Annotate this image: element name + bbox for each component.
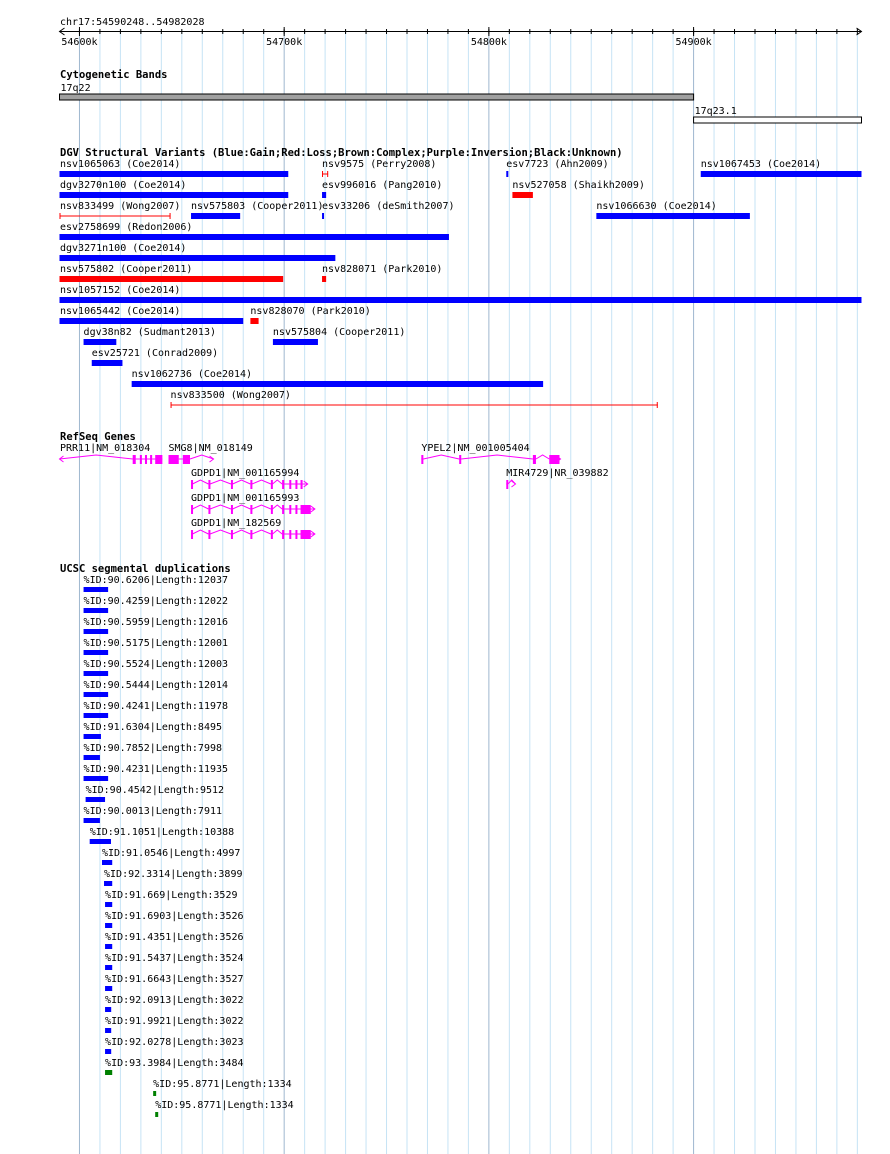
exon-block <box>231 505 233 514</box>
intron-line <box>233 530 251 534</box>
segdup-label: %ID:90.5959|Length:12016 <box>83 617 229 628</box>
exon-block <box>155 455 162 464</box>
refseq-gene-label: GDPD1|NM_001165994 <box>191 468 300 479</box>
exon-block <box>301 505 311 514</box>
strand-arrow-icon <box>511 481 515 487</box>
dgv-variant-label: nsv9575 (Perry2008) <box>322 159 437 170</box>
dgv-variant-bar[interactable] <box>506 171 508 177</box>
intron-line <box>423 455 459 459</box>
segdup-bar[interactable] <box>105 1007 111 1012</box>
dgv-variant-bar[interactable] <box>60 297 862 303</box>
dgv-variant-bar[interactable] <box>60 234 449 240</box>
segdup-track-title: UCSC segmental duplications <box>60 563 231 575</box>
dgv-variant-label: esv996016 (Pang2010) <box>322 180 443 191</box>
refseq-gene-model[interactable] <box>191 530 315 539</box>
exon-block <box>271 505 273 514</box>
exon-block <box>289 505 291 514</box>
exon-block <box>191 505 193 514</box>
dgv-variant-label: nsv1067453 (Coe2014) <box>700 159 822 170</box>
dgv-variant-bar[interactable] <box>512 192 532 198</box>
segdup-label: %ID:92.0913|Length:3022 <box>105 995 244 1006</box>
exon-block <box>533 455 536 464</box>
segdup-label: %ID:92.0278|Length:3023 <box>105 1037 244 1048</box>
segdup-label: %ID:91.0546|Length:4997 <box>101 848 241 859</box>
dgv-variant-label: nsv1065063 (Coe2014) <box>60 159 181 170</box>
ruler-tick-label: 54900k <box>675 37 712 48</box>
exon-block <box>250 480 252 489</box>
intron-line <box>192 480 208 484</box>
intron-line <box>210 480 231 484</box>
dgv-variant-bar[interactable] <box>60 255 336 261</box>
refseq-gene-model[interactable] <box>421 455 560 464</box>
exon-block <box>140 455 142 464</box>
dgv-variant-label: nsv828071 (Park2010) <box>322 264 443 275</box>
intron-line <box>252 480 271 484</box>
exon-block <box>282 530 284 539</box>
refseq-gene-label: GDPD1|NM_182569 <box>191 518 282 529</box>
exon-block <box>208 505 210 514</box>
cytoband-track-title: Cytogenetic Bands <box>60 69 168 81</box>
segdup-bar[interactable] <box>105 902 112 907</box>
dgv-variant-bar[interactable] <box>60 171 289 177</box>
refseq-gene-model[interactable] <box>191 505 315 514</box>
segdup-label: %ID:90.4231|Length:11935 <box>83 764 229 775</box>
dgv-variant-label: nsv575804 (Cooper2011) <box>272 327 406 338</box>
segdup-bar[interactable] <box>84 776 109 781</box>
segdup-label: %ID:90.7852|Length:7998 <box>83 743 223 754</box>
dgv-variant-bar[interactable] <box>132 381 543 387</box>
intron-line <box>210 505 231 509</box>
intron-line <box>233 505 251 509</box>
dgv-variant-label: dgv38n82 (Sudmant2013) <box>83 327 217 338</box>
exon-block <box>459 455 461 464</box>
dgv-track-title: DGV Structural Variants (Blue:Gain;Red:Loss;Brown:Complex;Purple:Inversion;Black:Unknown) <box>60 147 623 159</box>
cytoband-label: 17q22 <box>60 83 91 94</box>
segdup-bar[interactable] <box>105 944 112 949</box>
exon-block <box>271 480 273 489</box>
dgv-variant-bar[interactable] <box>60 318 244 324</box>
segdup-bar[interactable] <box>105 986 112 991</box>
segdup-bar[interactable] <box>153 1091 156 1096</box>
exon-block <box>289 530 291 539</box>
segdup-bar[interactable] <box>84 587 109 592</box>
dgv-variant-bar[interactable] <box>596 213 750 219</box>
refseq-gene-label: GDPD1|NM_001165993 <box>191 493 300 504</box>
ruler-tick-label: 54800k <box>470 37 507 48</box>
intron-line <box>190 455 214 459</box>
dgv-variant-bar[interactable] <box>92 360 123 366</box>
segdup-bar[interactable] <box>105 1070 112 1075</box>
segdup-bar[interactable] <box>105 1049 111 1054</box>
dgv-variant-bar[interactable] <box>60 192 289 198</box>
exon-block <box>301 480 303 489</box>
segdup-label: %ID:95.8771|Length:1334 <box>155 1100 294 1111</box>
dgv-variant-label: dgv3271n100 (Coe2014) <box>60 243 187 254</box>
exon-block <box>282 505 284 514</box>
exon-block <box>250 505 252 514</box>
exon-block <box>150 455 152 464</box>
segdup-label: %ID:91.6304|Length:8495 <box>83 722 223 733</box>
intron-line <box>252 505 271 509</box>
segdup-track[interactable] <box>60 563 294 1117</box>
segdup-bar[interactable] <box>84 818 100 823</box>
intron-line <box>461 455 533 459</box>
intron-line <box>60 455 133 459</box>
segdup-label: %ID:91.1051|Length:10388 <box>89 827 235 838</box>
refseq-track[interactable] <box>60 431 609 539</box>
exon-block <box>191 530 193 539</box>
refseq-gene-model[interactable] <box>169 455 214 464</box>
refseq-gene-label: SMG8|NM_018149 <box>168 443 253 454</box>
refseq-gene-model[interactable] <box>506 480 515 489</box>
exon-block <box>295 530 297 539</box>
segdup-label: %ID:91.6643|Length:3527 <box>105 974 244 985</box>
dgv-variant-bar[interactable] <box>191 213 240 219</box>
intron-line <box>210 530 231 534</box>
dgv-variant-label: nsv828070 (Park2010) <box>250 306 371 317</box>
segdup-label: %ID:91.4351|Length:3526 <box>105 932 244 943</box>
exon-block <box>295 505 297 514</box>
segdup-bar[interactable] <box>155 1112 158 1117</box>
segdup-label: %ID:90.4259|Length:12022 <box>83 596 229 607</box>
grid-lines <box>79 30 857 1154</box>
intron-line <box>273 530 283 534</box>
intron-line <box>233 480 251 484</box>
cytoband-label: 17q23.1 <box>694 106 737 117</box>
intron-line <box>273 505 283 509</box>
segdup-label: %ID:91.6903|Length:3526 <box>105 911 244 922</box>
dgv-variant-label: esv7723 (Ahn2009) <box>506 159 609 170</box>
segdup-label: %ID:92.3314|Length:3899 <box>104 869 243 880</box>
exon-block <box>145 455 147 464</box>
segdup-label: %ID:90.5444|Length:12014 <box>83 680 229 691</box>
dgv-variant-bar[interactable] <box>701 171 862 177</box>
segdup-bar[interactable] <box>84 608 109 613</box>
exon-block <box>301 530 311 539</box>
exon-block <box>183 455 190 464</box>
segdup-bar[interactable] <box>102 860 112 865</box>
dgv-variant-label: nsv1065442 (Coe2014) <box>60 306 181 317</box>
exon-block <box>289 480 291 489</box>
intron-line <box>273 480 283 484</box>
segdup-bar[interactable] <box>84 734 101 739</box>
exon-block <box>506 480 508 489</box>
dgv-variant-label: esv33206 (deSmith2007) <box>322 201 455 212</box>
exon-block <box>208 530 210 539</box>
dgv-variant-label: nsv575802 (Cooper2011) <box>60 264 193 275</box>
exon-block <box>549 455 559 464</box>
exon-block <box>133 455 136 464</box>
dgv-variant-label: nsv527058 (Shaikh2009) <box>512 180 645 191</box>
ruler-tick-label: 54700k <box>266 37 303 48</box>
dgv-variant-label: esv2758699 (Redon2006) <box>60 222 193 233</box>
segdup-label: %ID:91.669|Length:3529 <box>105 890 238 901</box>
dgv-variant-label: nsv1066630 (Coe2014) <box>596 201 717 212</box>
segdup-bar[interactable] <box>90 839 111 844</box>
dgv-track[interactable] <box>60 147 862 408</box>
dgv-variant-bar[interactable] <box>84 339 117 345</box>
segdup-bar[interactable] <box>105 1028 111 1033</box>
segdup-bar[interactable] <box>105 965 112 970</box>
dgv-variant-bar[interactable] <box>60 276 284 282</box>
refseq-gene-label: MIR4729|NR_039882 <box>506 468 609 479</box>
refseq-track-title: RefSeq Genes <box>60 431 136 443</box>
segdup-label: %ID:90.0013|Length:7911 <box>83 806 223 817</box>
locus-label: chr17:54590248..54982028 <box>60 17 205 28</box>
segdup-label: %ID:95.8771|Length:1334 <box>153 1079 292 1090</box>
exon-block <box>271 530 273 539</box>
dgv-variant-label: nsv833500 (Wong2007) <box>170 390 291 401</box>
segdup-label: %ID:90.5524|Length:12003 <box>83 659 229 670</box>
exon-block <box>421 455 423 464</box>
cytoband-17q23.1[interactable] <box>694 117 862 123</box>
dgv-variant-label: nsv1062736 (Coe2014) <box>131 369 253 380</box>
dgv-variant-label: nsv833499 (Wong2007) <box>60 201 181 212</box>
intron-line <box>252 530 271 534</box>
dgv-variant-bar[interactable] <box>322 276 326 282</box>
segdup-bar[interactable] <box>104 881 112 886</box>
exon-block <box>250 530 252 539</box>
intron-line <box>536 455 549 459</box>
segdup-bar[interactable] <box>86 797 105 802</box>
refseq-gene-model[interactable] <box>191 480 308 489</box>
segdup-bar[interactable] <box>84 671 109 676</box>
dgv-variant-label: esv25721 (Conrad2009) <box>91 348 219 359</box>
dgv-variant-label: dgv3270n100 (Coe2014) <box>60 180 187 191</box>
dgv-variant-label: nsv575803 (Cooper2011) <box>191 201 324 212</box>
intron-line <box>192 530 208 534</box>
segdup-bar[interactable] <box>84 692 109 697</box>
dgv-variant-bar[interactable] <box>273 339 318 345</box>
segdup-bar[interactable] <box>84 650 109 655</box>
ruler-tick-label: 54600k <box>61 37 98 48</box>
segdup-label: %ID:93.3984|Length:3484 <box>105 1058 244 1069</box>
dgv-variant-bar[interactable] <box>322 213 324 219</box>
segdup-label: %ID:91.5437|Length:3524 <box>105 953 244 964</box>
exon-block <box>208 480 210 489</box>
segdup-label: %ID:90.5175|Length:12001 <box>83 638 229 649</box>
cytoband-track[interactable] <box>60 69 862 123</box>
exon-block <box>169 455 179 464</box>
exon-block <box>191 480 193 489</box>
exon-block <box>295 480 297 489</box>
exon-block <box>231 530 233 539</box>
refseq-gene-label: PRR11|NM_018304 <box>60 443 151 454</box>
exon-block <box>282 480 284 489</box>
refseq-gene-model[interactable] <box>60 455 163 464</box>
segdup-bar[interactable] <box>105 923 112 928</box>
segdup-label: %ID:90.6206|Length:12037 <box>83 575 229 586</box>
exon-block <box>231 480 233 489</box>
dgv-variant-label: nsv1057152 (Coe2014) <box>60 285 181 296</box>
segdup-label: %ID:90.4542|Length:9512 <box>85 785 225 796</box>
dgv-variant-bar[interactable] <box>322 192 326 198</box>
intron-line <box>192 505 208 509</box>
segdup-bar[interactable] <box>84 629 109 634</box>
refseq-gene-label: YPEL2|NM_001005404 <box>421 443 530 454</box>
strand-arrow-icon <box>210 456 214 462</box>
segdup-label: %ID:91.9921|Length:3022 <box>105 1016 244 1027</box>
cytoband-17q22[interactable] <box>60 94 694 100</box>
ruler-track[interactable] <box>60 17 862 48</box>
segdup-label: %ID:90.4241|Length:11978 <box>83 701 229 712</box>
dgv-variant-bar[interactable] <box>250 318 258 324</box>
segdup-bar[interactable] <box>84 713 109 718</box>
segdup-bar[interactable] <box>84 755 100 760</box>
